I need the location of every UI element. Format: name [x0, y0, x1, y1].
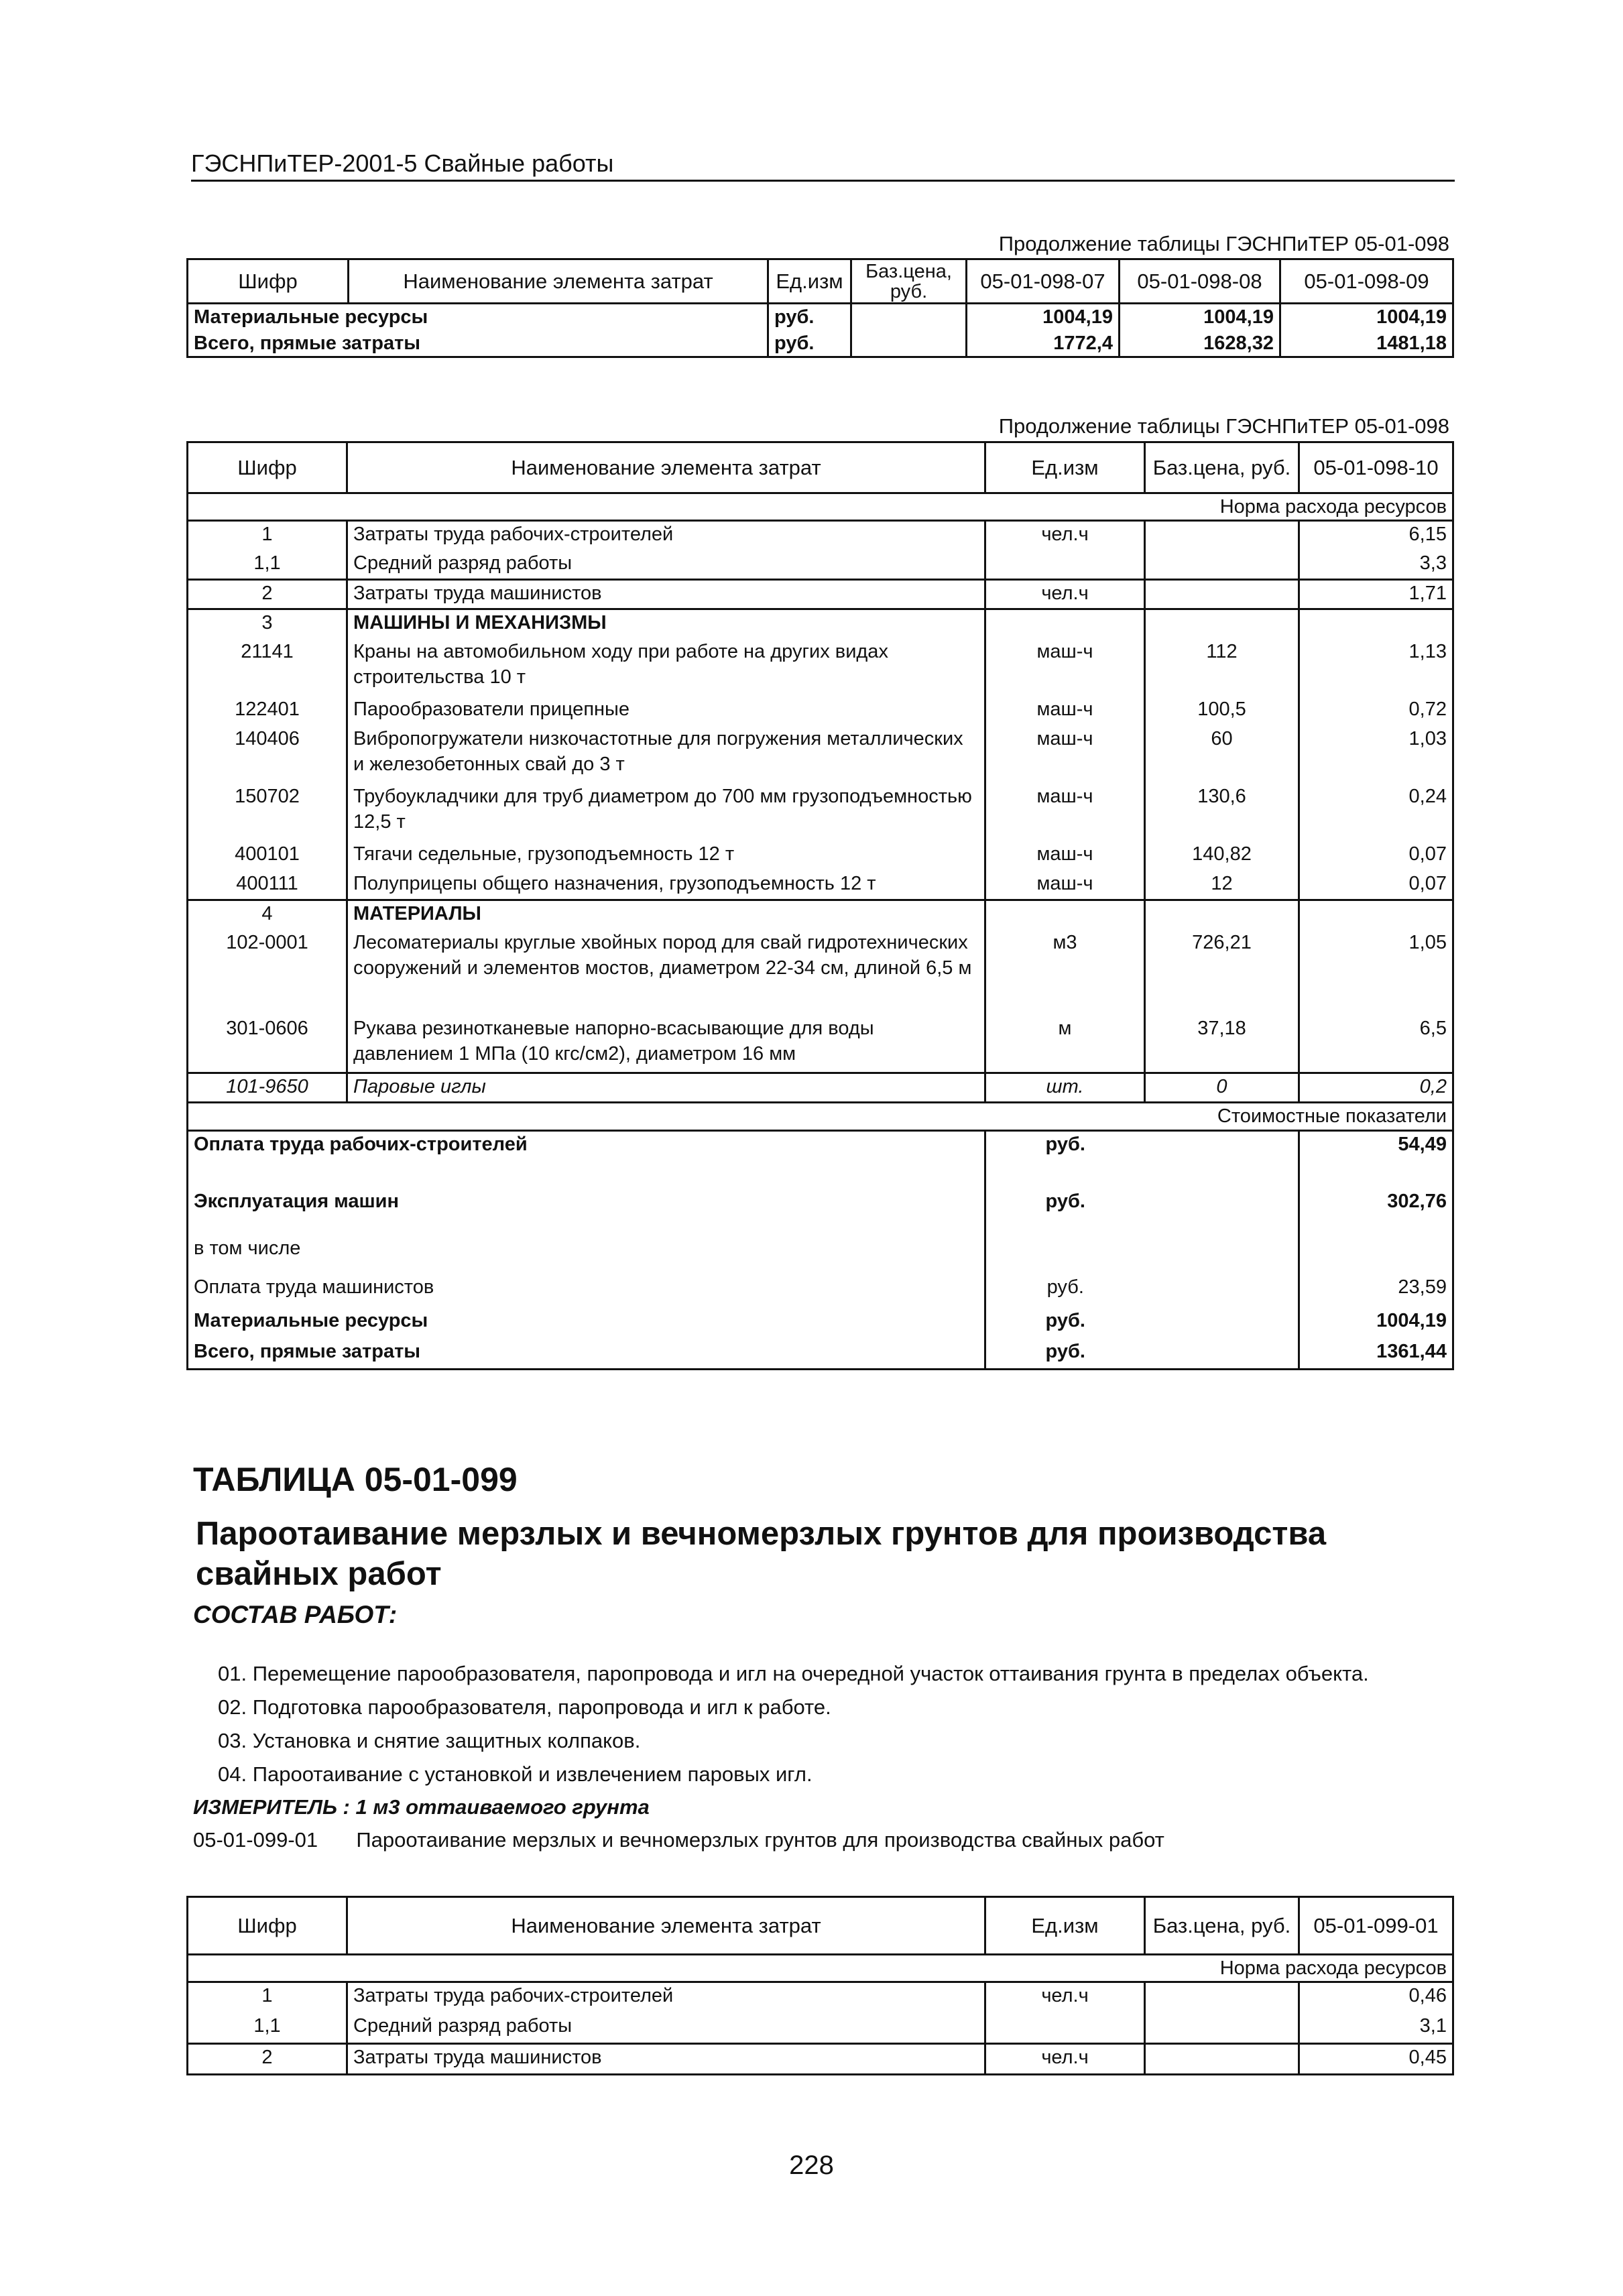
row-unit: маш-ч [985, 639, 1145, 697]
table-row [188, 1016, 1453, 1073]
th-col1: 05-01-098-10 [1299, 442, 1453, 493]
row-value: 1,03 [1299, 726, 1453, 784]
row-unit: руб. [768, 330, 851, 357]
row-price: 130,6 [1145, 784, 1299, 841]
th-col2: 05-01-098-08 [1120, 259, 1280, 304]
table-row [188, 2013, 1453, 2044]
table-row [188, 784, 1453, 841]
row-name: МАШИНЫ И МЕХАНИЗМЫ [347, 609, 985, 639]
table-row [188, 1189, 1453, 1235]
row-name: Парообразователи прицепные [347, 697, 985, 726]
row-value [1299, 900, 1453, 930]
row-code: 140406 [188, 726, 347, 784]
row-unit [985, 609, 1145, 639]
table-row [188, 1073, 1453, 1103]
cost-name: Материальные ресурсы [188, 1308, 985, 1339]
row-value: 0,07 [1299, 841, 1453, 871]
th-name: Наименование элемента затрат [347, 442, 985, 493]
row-code: 3 [188, 609, 347, 639]
cost-price [1145, 1339, 1299, 1370]
cost-value: 23,59 [1299, 1274, 1453, 1308]
table-row [188, 2044, 1453, 2075]
row-v1: 1004,19 [967, 304, 1120, 330]
table-row [188, 550, 1453, 580]
cost-unit: руб. [985, 1339, 1145, 1370]
cost-name: в том числе [188, 1235, 985, 1274]
row-unit: маш-ч [985, 784, 1145, 841]
cost-price [1145, 1235, 1299, 1274]
row-name: Затраты труда машинистов [347, 580, 985, 609]
th-unit: Ед.изм [768, 259, 851, 304]
row-code: 1,1 [188, 2013, 347, 2044]
th-col3: 05-01-098-09 [1280, 259, 1453, 304]
row-unit: шт. [985, 1073, 1145, 1103]
row-name: Материальные ресурсы [188, 304, 768, 330]
row-unit: маш-ч [985, 726, 1145, 784]
cost-price [1145, 1189, 1299, 1235]
cost-value [1299, 1235, 1453, 1274]
row-code: 400111 [188, 871, 347, 900]
row-price [1145, 550, 1299, 580]
row-name: Паровые иглы [347, 1073, 985, 1103]
page-header: ГЭСНПиТЕР-2001-5 Свайные работы [191, 149, 1455, 182]
th-name: Наименование элемента затрат [349, 259, 768, 304]
row-unit: маш-ч [985, 841, 1145, 871]
row-unit: чел.ч [985, 521, 1145, 550]
table-row [188, 1982, 1453, 2013]
row-code: 1,1 [188, 550, 347, 580]
row-price [1145, 900, 1299, 930]
work-item: 01. Перемещение парообразователя, паропровода и игл на очередной участок оттаивания грунта в пределах объекта. [218, 1662, 1369, 1685]
row-unit: м [985, 1016, 1145, 1073]
cost-value: 54,49 [1299, 1131, 1453, 1189]
cost-name: Оплата труда рабочих-строителей [188, 1131, 985, 1189]
row-name: Тягачи седельные, грузоподъемность 12 т [347, 841, 985, 871]
th-code: Шифр [188, 259, 349, 304]
row-code: 2 [188, 580, 347, 609]
table-row [188, 1339, 1453, 1370]
row-value: 0,24 [1299, 784, 1453, 841]
row-value: 1,13 [1299, 639, 1453, 697]
th-col1: 05-01-098-07 [967, 259, 1120, 304]
row-price: 0 [1145, 1073, 1299, 1103]
row-price [851, 330, 967, 357]
code-desc: Пароотаивание мерзлых и вечномерзлых грунтов для производства свайных работ [356, 1828, 1164, 1852]
row-name: Затраты труда рабочих-строителей [347, 521, 985, 550]
row-price [1145, 2013, 1299, 2044]
table-row [188, 639, 1453, 697]
row-value: 0,72 [1299, 697, 1453, 726]
cost-name: Эксплуатация машин [188, 1189, 985, 1235]
cost-value: 1004,19 [1299, 1308, 1453, 1339]
table-row [188, 1131, 1453, 1189]
work-item: 04. Пароотаивание с установкой и извлечением паровых игл. [218, 1762, 813, 1786]
table-row [188, 521, 1453, 550]
cost-unit: руб. [985, 1308, 1145, 1339]
table-title: ТАБЛИЦА 05-01-099 [193, 1461, 518, 1498]
row-v3: 1481,18 [1280, 330, 1453, 357]
th-price: Баз.цена, руб. [1145, 442, 1299, 493]
table1-continuation: Продолжение таблицы ГЭСНПиТЕР 05-01-098 [998, 232, 1449, 255]
row-value: 1,05 [1299, 930, 1453, 1016]
row-unit: м3 [985, 930, 1145, 1016]
row-code: 101-9650 [188, 1073, 347, 1103]
row-name: Полуприцепы общего назначения, грузоподъемность 12 т [347, 871, 985, 900]
measure: ИЗМЕРИТЕЛЬ : 1 м3 оттаиваемого грунта [193, 1795, 650, 1819]
table-row [188, 871, 1453, 900]
row-code: 301-0606 [188, 1016, 347, 1073]
row-unit [985, 550, 1145, 580]
th-name: Наименование элемента затрат [347, 1897, 985, 1955]
row-value: 3,1 [1299, 2013, 1453, 2044]
cost-unit: руб. [985, 1131, 1145, 1189]
work-item: 02. Подготовка парообразователя, паропровода и игл к работе. [218, 1695, 831, 1719]
row-code: 1 [188, 1982, 347, 2013]
table-row [188, 726, 1453, 784]
row-value: 0,2 [1299, 1073, 1453, 1103]
table-row [188, 900, 1453, 930]
table-row [188, 1308, 1453, 1339]
row-price [851, 304, 967, 330]
th-price: Баз.цена, руб. [1145, 1897, 1299, 1955]
table-row [188, 580, 1453, 609]
table-row [188, 304, 1453, 330]
page-number: 228 [789, 2151, 834, 2180]
table-row [188, 1235, 1453, 1274]
row-price: 100,5 [1145, 697, 1299, 726]
table1 [186, 258, 1454, 358]
th-price: Баз.цена, руб. [851, 259, 967, 304]
work-item: 03. Установка и снятие защитных колпаков. [218, 1729, 641, 1752]
row-name: Краны на автомобильном ходу при работе на других видах строительства 10 т [347, 639, 985, 697]
row-v1: 1772,4 [967, 330, 1120, 357]
row-price: 726,21 [1145, 930, 1299, 1016]
th-code: Шифр [188, 1897, 347, 1955]
row-name: Затраты труда машинистов [347, 2044, 985, 2075]
row-name: Вибропогружатели низкочастотные для погружения металлических и железобетонных свай до 3 т [347, 726, 985, 784]
table-row [188, 841, 1453, 871]
row-unit: чел.ч [985, 1982, 1145, 2013]
th-code: Шифр [188, 442, 347, 493]
row-value: 6,5 [1299, 1016, 1453, 1073]
cost-name: Всего, прямые затраты [188, 1339, 985, 1370]
cost-unit [985, 1235, 1145, 1274]
cost-price [1145, 1131, 1299, 1189]
row-unit [985, 2013, 1145, 2044]
cost-value: 302,76 [1299, 1189, 1453, 1235]
code-line [193, 1828, 1164, 1852]
cost-label: Стоимостные показатели [188, 1103, 1453, 1131]
cost-name: Оплата труда машинистов [188, 1274, 985, 1308]
th-col1: 05-01-099-01 [1299, 1897, 1453, 1955]
cost-unit: руб. [985, 1189, 1145, 1235]
table-row [188, 1274, 1453, 1308]
row-v2: 1004,19 [1120, 304, 1280, 330]
row-value: 0,45 [1299, 2044, 1453, 2075]
table-row [188, 609, 1453, 639]
table3 [186, 1896, 1454, 2075]
section-subtitle: Пароотаивание мерзлых и вечномерзлых грунтов для производства свайных работ [196, 1516, 1327, 1592]
th-unit: Ед.изм [985, 442, 1145, 493]
norm-label: Норма расхода ресурсов [188, 493, 1453, 521]
table-row [188, 697, 1453, 726]
row-code: 102-0001 [188, 930, 347, 1016]
row-value [1299, 609, 1453, 639]
table2-continuation: Продолжение таблицы ГЭСНПиТЕР 05-01-098 [998, 414, 1449, 438]
table2 [186, 441, 1454, 1370]
row-price: 112 [1145, 639, 1299, 697]
row-value: 1,71 [1299, 580, 1453, 609]
row-price: 60 [1145, 726, 1299, 784]
row-code: 150702 [188, 784, 347, 841]
row-v3: 1004,19 [1280, 304, 1453, 330]
row-name: МАТЕРИАЛЫ [347, 900, 985, 930]
code: 05-01-099-01 [193, 1828, 318, 1852]
row-value: 0,46 [1299, 1982, 1453, 2013]
row-code: 1 [188, 521, 347, 550]
row-price: 37,18 [1145, 1016, 1299, 1073]
table-row [188, 930, 1453, 1016]
row-code: 21141 [188, 639, 347, 697]
row-price [1145, 2044, 1299, 2075]
cost-unit: руб. [985, 1274, 1145, 1308]
row-value: 3,3 [1299, 550, 1453, 580]
cost-price [1145, 1308, 1299, 1339]
row-unit: чел.ч [985, 580, 1145, 609]
row-unit: маш-ч [985, 871, 1145, 900]
row-code: 2 [188, 2044, 347, 2075]
row-name: Средний разряд работы [347, 550, 985, 580]
row-value: 6,15 [1299, 521, 1453, 550]
row-code: 122401 [188, 697, 347, 726]
composition-label: СОСТАВ РАБОТ: [193, 1601, 398, 1628]
row-price: 140,82 [1145, 841, 1299, 871]
row-v2: 1628,32 [1120, 330, 1280, 357]
row-code: 400101 [188, 841, 347, 871]
row-price [1145, 609, 1299, 639]
row-unit: маш-ч [985, 697, 1145, 726]
cost-value: 1361,44 [1299, 1339, 1453, 1370]
row-price [1145, 1982, 1299, 2013]
row-unit: руб. [768, 304, 851, 330]
table-row [188, 330, 1453, 357]
row-unit: чел.ч [985, 2044, 1145, 2075]
row-price [1145, 580, 1299, 609]
cost-price [1145, 1274, 1299, 1308]
row-unit [985, 900, 1145, 930]
row-name: Затраты труда рабочих-строителей [347, 1982, 985, 2013]
norm-label: Норма расхода ресурсов [188, 1955, 1453, 1982]
row-name: Лесоматериалы круглые хвойных пород для свай гидротехнических сооружений и элементов мостов, диаметром 22-34 см, длиной 6,5 м [347, 930, 985, 1016]
row-name: Средний разряд работы [347, 2013, 985, 2044]
row-code: 4 [188, 900, 347, 930]
row-price: 12 [1145, 871, 1299, 900]
row-name: Рукава резинотканевые напорно-всасывающие для воды давлением 1 МПа (10 кгс/см2), диаметром 16 мм [347, 1016, 985, 1073]
row-value: 0,07 [1299, 871, 1453, 900]
row-price [1145, 521, 1299, 550]
row-name: Всего, прямые затраты [188, 330, 768, 357]
th-unit: Ед.изм [985, 1897, 1145, 1955]
row-name: Трубоукладчики для труб диаметром до 700 мм грузоподъемностью 12,5 т [347, 784, 985, 841]
